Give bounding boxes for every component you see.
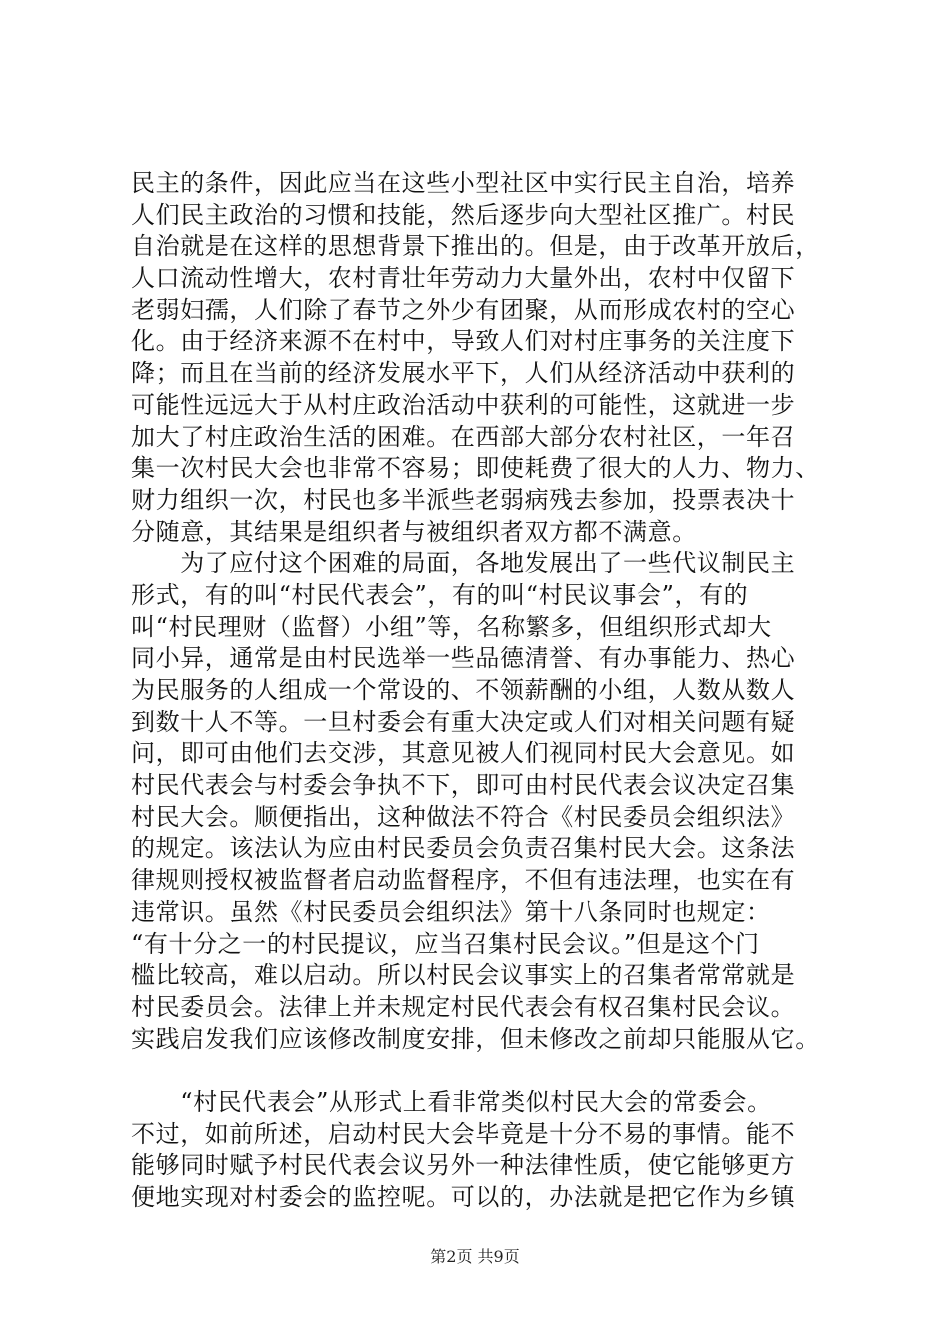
text-line: 化。由于经济来源不在村中，导致人们对村庄事务的关注度下 bbox=[131, 327, 796, 356]
text-line: 民主的条件，因此应当在这些小型社区中实行民主自治，培养 bbox=[131, 169, 796, 197]
text-line: “村民代表会”从形式上看非常类似村民大会的常委会。 bbox=[131, 1087, 772, 1116]
text-line: 为了应付这个困难的局面，各地发展出了一些代议制民主 bbox=[131, 549, 796, 578]
text-line: 财力组织一次，村民也多半派些老弱病残去参加，投票表决十 bbox=[131, 485, 796, 514]
text-line: 分随意，其结果是组织者与被组织者双方都不满意。 bbox=[131, 517, 697, 546]
text-line: 同小异，通常是由村民选举一些品德清誉、有办事能力、热心 bbox=[131, 644, 796, 673]
text-line: 不过，如前所述，启动村民大会毕竟是十分不易的事情。能不 bbox=[131, 1119, 796, 1148]
text-line: 形式，有的叫“村民代表会”，有的叫“村民议事会”，有的 bbox=[131, 580, 749, 609]
text-line: 降；而且在当前的经济发展水平下，人们从经济活动中获利的 bbox=[131, 359, 796, 388]
text-line: 村民大会。顺便指出，这种做法不符合《村民委员会组织法》 bbox=[131, 802, 796, 831]
text-line: 问，即可由他们去交涉，其意见被人们视同村民大会意见。如 bbox=[131, 739, 796, 768]
text-line: 加大了村庄政治生活的困难。在西部大部分农村社区，一年召 bbox=[131, 422, 796, 451]
text-line: 违常识。虽然《村民委员会组织法》第十八条同时也规定： bbox=[131, 897, 771, 926]
text-line: 律规则授权被监督者启动监督程序，不但有违法理，也实在有 bbox=[131, 866, 796, 895]
text-line: 村民代表会与村委会争执不下，即可由村民代表会议决定召集 bbox=[131, 771, 796, 800]
text-line: 村民委员会。法律上并未规定村民代表会有权召集村民会议。 bbox=[131, 992, 796, 1021]
text-line: 能够同时赋予村民代表会议另外一种法律性质，使它能够更方 bbox=[131, 1151, 796, 1180]
text-line: 老弱妇孺，人们除了春节之外少有团聚，从而形成农村的空心 bbox=[131, 295, 796, 324]
page-footer: 第2页 共9页 bbox=[430, 1247, 520, 1266]
text-line: 可能性远远大于从村庄政治活动中获利的可能性，这就进一步 bbox=[131, 390, 796, 419]
text-line: 集一次村民大会也非常不容易；即使耗费了很大的人力、物力、 bbox=[131, 454, 820, 483]
text-line: 为民服务的人组成一个常设的、不领薪酬的小组，人数从数人 bbox=[131, 676, 796, 704]
text-line: 的规定。该法认为应由村民委员会负责召集村民大会。这条法 bbox=[131, 834, 796, 863]
paragraph-gap bbox=[131, 1055, 831, 1087]
text-line: 槛比较高，难以启动。所以村民会议事实上的召集者常常就是 bbox=[131, 961, 796, 990]
text-line: 自治就是在这样的思想背景下推出的。但是，由于改革开放后， bbox=[131, 232, 820, 261]
text-line: 到数十人不等。一旦村委会有重大决定或人们对相关问题有疑 bbox=[131, 707, 796, 736]
text-line: 叫“村民理财（监督）小组”等，名称繁多，但组织形式却大 bbox=[131, 612, 772, 641]
text-line: “有十分之一的村民提议，应当召集村民会议。”但是这个门 bbox=[131, 929, 760, 958]
text-line: 人口流动性增大，农村青壮年劳动力大量外出，农村中仅留下 bbox=[131, 264, 796, 293]
body-text bbox=[131, 168, 831, 1214]
text-line: 实践启发我们应该修改制度安排，但未修改之前却只能服从它。 bbox=[131, 1024, 820, 1053]
text-line: 人们民主政治的习惯和技能，然后逐步向大型社区推广。村民 bbox=[131, 200, 796, 229]
text-line: 便地实现对村委会的监控呢。可以的，办法就是把它作为乡镇 bbox=[131, 1183, 796, 1211]
